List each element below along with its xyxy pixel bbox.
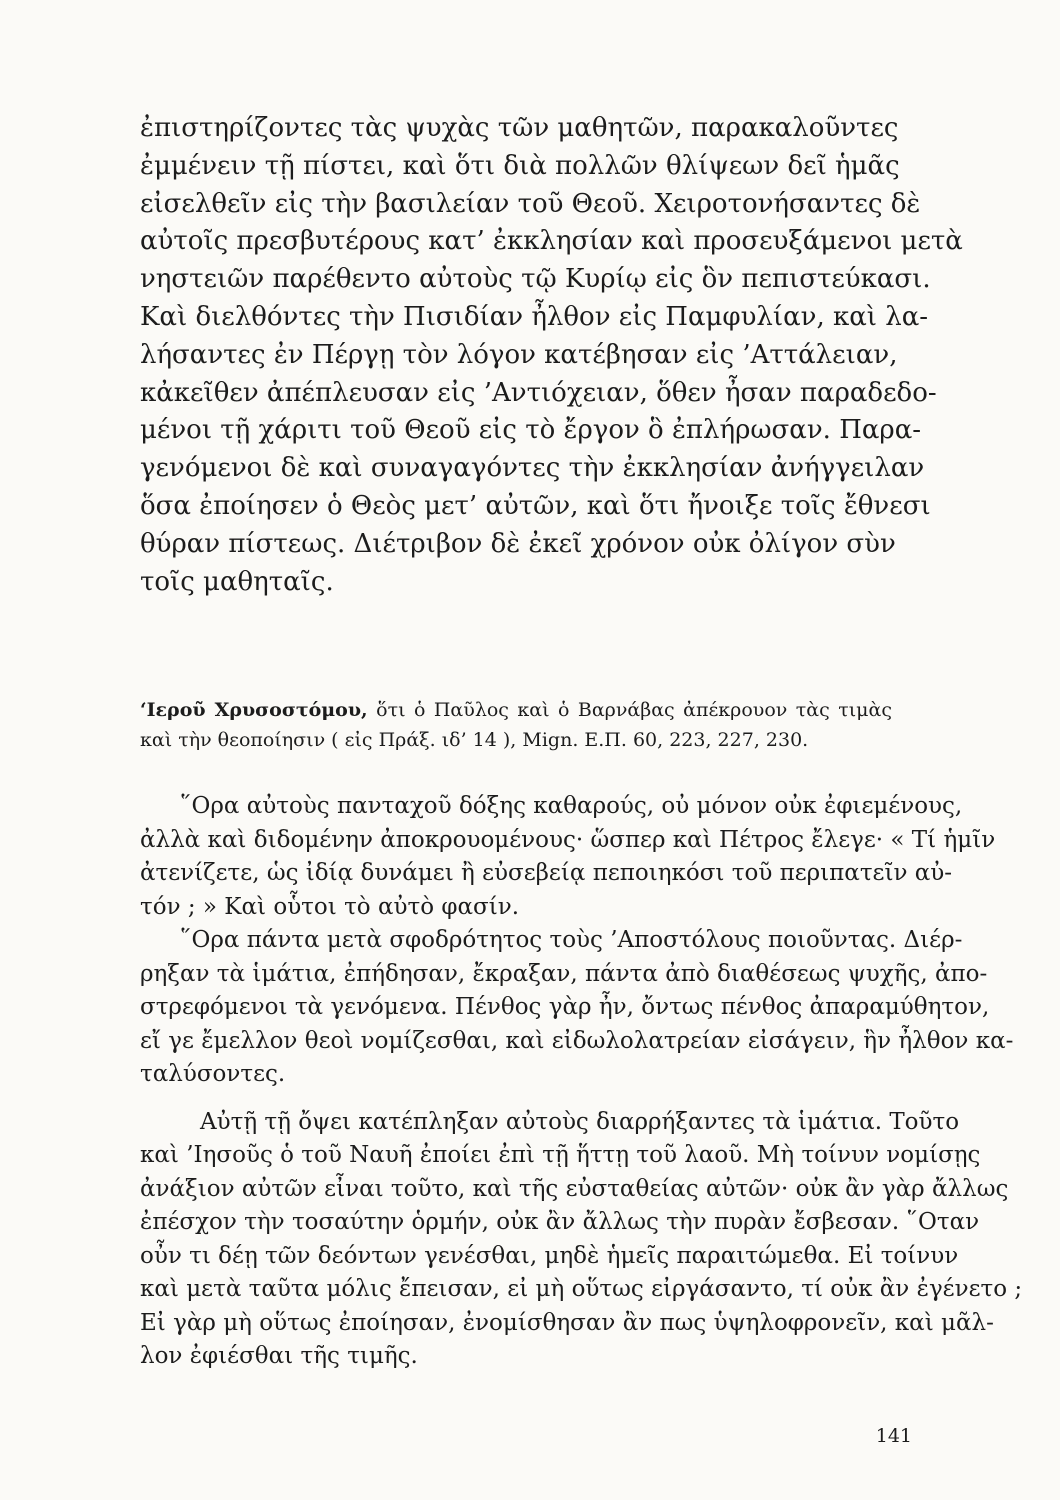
text-line: τοῖς μαθηταῖς. xyxy=(140,566,334,597)
text-line: ἐμμένειν τῇ πίστει, καὶ ὅτι διὰ πολλῶν θλίψεων δεῖ ἡμᾶς xyxy=(140,150,900,181)
quote-line: τόν ; » Καὶ οὗτοι τὸ αὐτὸ φασίν. xyxy=(140,893,520,920)
quote-line: ρηξαν τὰ ἱμάτια, ἐπήδησαν, ἔκραξαν, πάντα ἀπὸ διαθέσεως ψυχῆς, ἀπο- xyxy=(140,960,988,987)
text-line: λήσαντες ἐν Πέργῃ τὸν λόγον κατέβησαν εἰς ’Αττάλειαν, xyxy=(140,339,898,370)
author-name: ‘Ιεροῦ Χρυσοστόμου, xyxy=(140,699,368,721)
text-line: κἀκεῖθεν ἀπέπλευσαν εἰς ’Αντιόχειαν, ὅθεν ἦσαν παραδεδο- xyxy=(140,377,937,408)
quote-line: ἐπέσχον τὴν τοσαύτην ὁρμήν, οὐκ ἂν ἄλλως τὴν πυρὰν ἔσβεσαν. ῞Οταν xyxy=(140,1209,980,1235)
quote-line: ῞Ορα αὐτοὺς πανταχοῦ δόξης καθαρούς, οὐ μόνον οὐκ ἐφιεμένους, xyxy=(180,793,963,819)
text-line: ἐπιστηρίζοντες τὰς ψυχὰς τῶν μαθητῶν, παρακαλοῦντες xyxy=(140,113,899,143)
main-paragraph xyxy=(140,110,963,601)
quote-line: ἀνάξιον αὐτῶν εἶναι τοῦτο, καὶ τῆς εὐσταθείας αὐτῶν· οὐκ ἂν γὰρ ἄλλως xyxy=(140,1175,1009,1202)
quote-line: καὶ ’Ιησοῦς ὁ τοῦ Ναυῆ ἐποίει ἐπὶ τῇ ἥττῃ τοῦ λαοῦ. Μὴ τοίνυν νομίσῃς xyxy=(140,1142,981,1168)
text-line: μένοι τῇ χάριτι τοῦ Θεοῦ εἰς τὸ ἔργον ὃ ἐπλήρωσαν. Παρα- xyxy=(140,415,922,446)
paragraph-gap xyxy=(140,1092,892,1106)
citation-line-1 xyxy=(140,695,892,725)
text-line: γενόμενοι δὲ καὶ συναγαγόντες τὴν ἐκκλησίαν ἀνήγγειλαν xyxy=(140,453,925,484)
text-line: αὐτοῖς πρεσβυτέρους κατ’ ἐκκλησίαν καὶ προσευξάμενοι μετὰ xyxy=(140,226,963,257)
quote-line: καὶ μετὰ ταῦτα μόλις ἔπεισαν, εἰ μὴ οὕτως εἰργάσαντο, τί οὐκ ἂν ἐγένετο ; xyxy=(140,1276,1023,1302)
quote-line: Αὐτῇ τῇ ὄψει κατέπληξαν αὐτοὺς διαρρήξαντες τὰ ἱμάτια. Τοῦτο xyxy=(200,1108,960,1135)
text-line: Καὶ διελθόντες τὴν Πισιδίαν ἦλθον εἰς Παμφυλίαν, καὶ λα- xyxy=(140,301,929,332)
quote-line: ἀλλὰ καὶ διδομένην ἀποκρουομένους· ὥσπερ καὶ Πέτρος ἔλεγε· « Τί ἡμῖν xyxy=(140,826,996,853)
citation-description: ὅτι ὁ Παῦλος καὶ ὁ Βαρνάβας ἀπέκρουον τὰς τιμὰς xyxy=(376,699,892,721)
quote-line: ἀτενίζετε, ὡς ἰδίᾳ δυνάμει ἢ εὐσεβείᾳ πεποιηκόσι τοῦ περιπατεῖν αὐ- xyxy=(140,860,953,886)
quote-line: λον ἐφιέσθαι τῆς τιμῆς. xyxy=(140,1343,418,1369)
text-line: θύραν πίστεως. Διέτριβον δὲ ἐκεῖ χρόνον οὐκ ὀλίγον σὺν xyxy=(140,528,896,559)
quoted-text xyxy=(140,790,1023,1374)
quote-line: Εἰ γὰρ μὴ οὕτως ἐποίησαν, ἐνομίσθησαν ἂν πως ὑψηλοφρονεῖν, καὶ μᾶλ- xyxy=(140,1309,994,1336)
text-line: ὅσα ἐποίησεν ὁ Θεὸς μετ’ αὐτῶν, καὶ ὅτι ἤνοιξε τοῖς ἔθνεσι xyxy=(140,490,931,521)
quote-line: οὖν τι δέῃ τῶν δεόντων γενέσθαι, μηδὲ ἡμεῖς παραιτώμεθα. Εἰ τοίνυν xyxy=(140,1242,959,1269)
page-number: 141 xyxy=(875,1425,912,1447)
quote-line: ῞Ορα πάντα μετὰ σφοδρότητος τοὺς ’Αποστόλους ποιοῦντας. Διέρ- xyxy=(180,927,963,953)
citation-line-2: καὶ τὴν θεοποίησιν ( εἰς Πράξ. ιδ’ 14 ), Mign. Ε.Π. 60, 223, 227, 230. xyxy=(140,729,809,751)
text-line: εἰσελθεῖν εἰς τὴν βασιλείαν τοῦ Θεοῦ. Χειροτονήσαντες δὲ xyxy=(140,188,921,219)
quote-line: ταλύσοντες. xyxy=(140,1061,286,1087)
quote-line: στρεφόμενοι τὰ γενόμενα. Πένθος γὰρ ἦν, ὄντως πένθος ἀπαραμύθητον, xyxy=(140,994,990,1020)
quote-line: εἴ γε ἔμελλον θεοὶ νομίζεσθαι, καὶ εἰδωλολατρείαν εἰσάγειν, ἣν ἦλθον κα- xyxy=(140,1027,1014,1054)
citation-heading xyxy=(140,695,892,755)
text-line: νηστειῶν παρέθεντο αὐτοὺς τῷ Κυρίῳ εἰς ὃν πεπιστεύκασι. xyxy=(140,264,931,295)
